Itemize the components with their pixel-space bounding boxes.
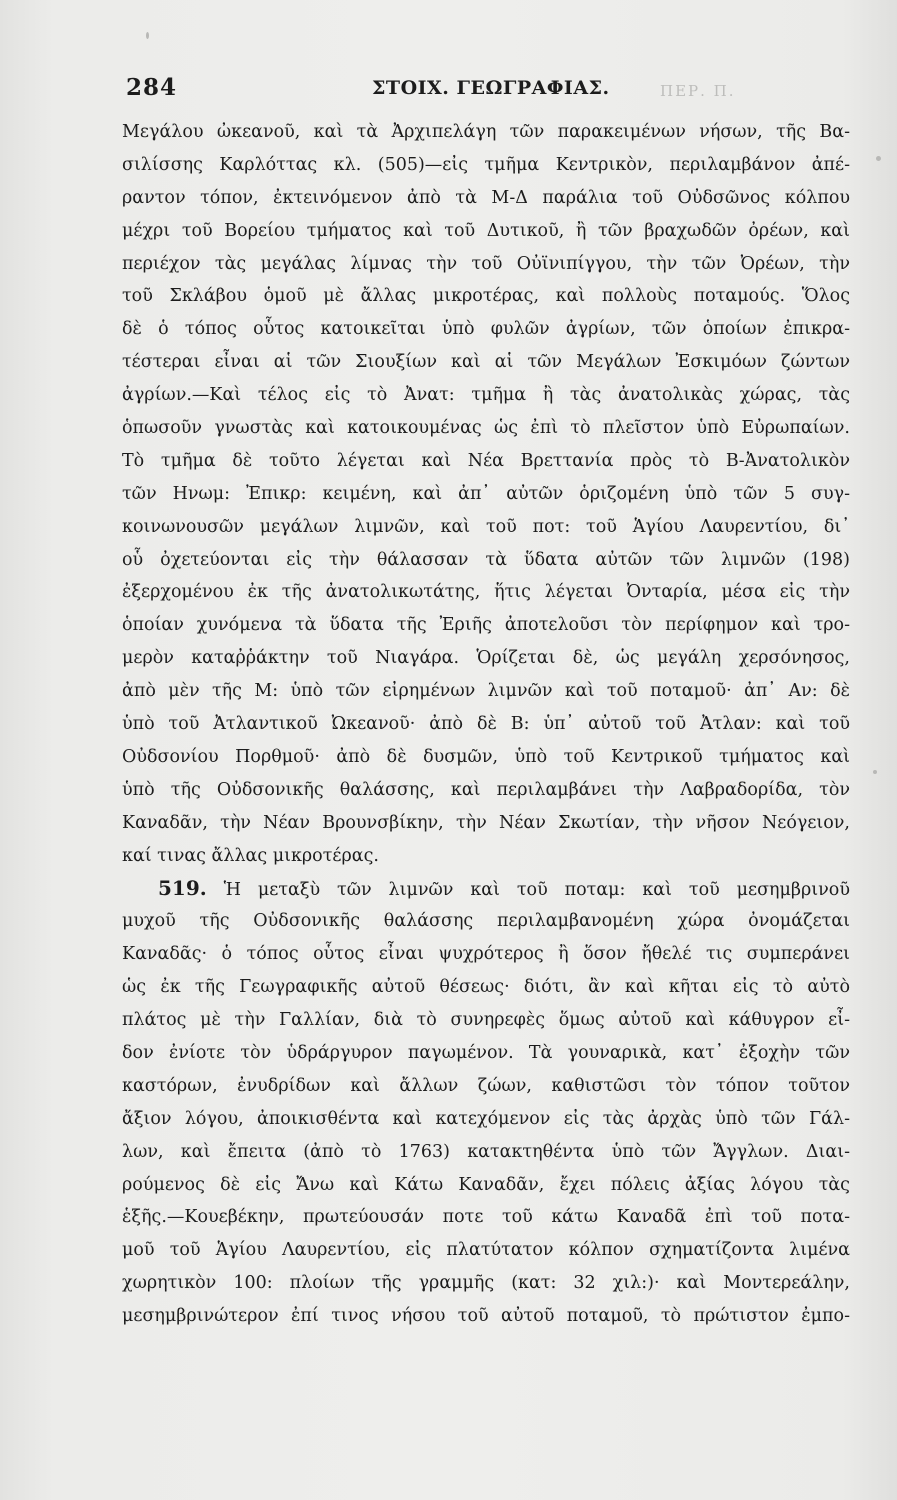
text-line: ἑξῆς.—Κουεβέκην, πρωτεύουσάν ποτε τοῦ κάτω Καναδᾶ ἐπὶ τοῦ ποτα- xyxy=(122,1207,850,1228)
text-line: τῶν Ηνωμ: Ἐπικρ: κειμένη, καὶ ἀπ᾽ αὐτῶν ὁριζομένη ὑπὸ τῶν 5 συγ- xyxy=(122,483,850,504)
text-line: σιλίσσης Καρλόττας κλ. (505)—εἰς τμῆμα Κεντρικὸν, περιλαμβάνον ἀπέ- xyxy=(122,154,850,175)
paper-speck xyxy=(873,770,877,774)
text-line: κοινωνουσῶν μεγάλων λιμνῶν, καὶ τοῦ ποτ: τοῦ Ἁγίου Λαυρεντίου, δι᾽ xyxy=(122,516,850,537)
paper-speck xyxy=(146,32,149,39)
text-line: ἐξερχομένου ἐκ τῆς ἀνατολικωτάτης, ἥτις λέγεται Ὀνταρία, μέσα εἰς τὴν xyxy=(122,582,850,603)
text-line: λων, καὶ ἔπειτα (ἀπὸ τὸ 1763) κατακτηθέντα ὑπὸ τῶν Ἄγγλων. Διαι- xyxy=(122,1141,850,1162)
text-line: τέστεραι εἶναι αἱ τῶν Σιουξίων καὶ αἱ τῶν Μεγάλων Ἐσκιμόων ζώντων xyxy=(122,352,850,373)
running-title: ΣΤΟΙΧ. ΓΕΩΓΡΑΦΙΑΣ. xyxy=(372,77,610,99)
text-line: ἀγρίων.—Καὶ τέλος εἰς τὸ Ἀνατ: τμῆμα ἢ τὰς ἀνατολικὰς χώρας, τὰς xyxy=(122,385,850,406)
text-line: ἀπὸ μὲν τῆς Μ: ὑπὸ τῶν εἰρημένων λιμνῶν καὶ τοῦ ποταμοῦ· ἀπ᾽ Αν: δὲ xyxy=(122,681,850,702)
text-line: δον ἐνίοτε τὸν ὑδράργυρον παγωμένον. Τὰ γουναρικὰ, κατ᾽ ἐξοχὴν τῶν xyxy=(122,1042,850,1063)
text-line: μοῦ τοῦ Ἁγίου Λαυρεντίου, εἰς πλατύτατον κόλπον σχηματίζοντα λιμένα xyxy=(122,1240,850,1261)
text-line: Τὸ τμῆμα δὲ τοῦτο λέγεται καὶ Νέα Βρεττανία πρὸς τὸ Β-Ἀνατολικὸν xyxy=(122,450,850,471)
paper-speck xyxy=(876,156,881,161)
text-line: μέχρι τοῦ Βορείου τμήματος καὶ τοῦ Δυτικοῦ, ἢ τῶν βραχωδῶν ὀρέων, καὶ xyxy=(122,220,850,241)
text-line: ὁπωσοῦν γνωστὰς καὶ κατοικουμένας ὡς ἐπὶ τὸ πλεῖστον ὑπὸ Εὐρωπαίων. xyxy=(122,418,850,439)
text-line: Καναδᾶν, τὴν Νέαν Βρουνσβίκην, τὴν Νέαν Σκωτίαν, τὴν νῆσον Νεόγειον, xyxy=(122,812,850,833)
text-line: ραντον τόπον, ἐκτεινόμενον ἀπὸ τὰ Μ-Δ παράλια τοῦ Οὐδσῶνος κόλπου xyxy=(122,187,850,208)
text-line: δὲ ὁ τόπος οὗτος κατοικεῖται ὑπὸ φυλῶν ἀγρίων, τῶν ὁποίων ἐπικρα- xyxy=(122,319,850,340)
section-519-first-line xyxy=(122,872,850,905)
text-line: ἄξιον λόγου, ἀποικισθέντα καὶ κατεχόμενον εἰς τὰς ἀρχὰς ὑπὸ τῶν Γάλ- xyxy=(122,1108,850,1129)
text-line: καστόρων, ἐνυδρίδων καὶ ἄλλων ζώων, καθιστῶσι τὸν τόπον τοῦτον xyxy=(122,1075,850,1096)
text-line: μεσημβρινώτερον ἐπί τινος νήσου τοῦ αὐτοῦ ποταμοῦ, τὸ πρώτιστον ἐμπο- xyxy=(122,1306,850,1327)
text-line: τοῦ Σκλάβου ὁμοῦ μὲ ἄλλας μικροτέρας, καὶ πολλοὺς ποταμούς. Ὅλος xyxy=(122,286,850,307)
text-line: ρούμενος δὲ εἰς Ἄνω καὶ Κάτω Καναδᾶν, ἔχει πόλεις ἀξίας λόγου τὰς xyxy=(122,1174,850,1195)
text-line: πλάτος μὲ τὴν Γαλλίαν, διὰ τὸ συνηρεφὲς ὅμως αὐτοῦ καὶ κάθυγρον εἶ- xyxy=(122,1010,850,1031)
running-header xyxy=(126,74,848,104)
text-line: ὁποίαν χυνόμενα τὰ ὕδατα τῆς Ἐριῆς ἀποτελοῦσι τὸν περίφημον καὶ τρο- xyxy=(122,615,850,636)
text-line: ὑπὸ τοῦ Ἀτλαντικοῦ Ὠκεανοῦ· ἀπὸ δὲ Β: ὑπ᾽ αὐτοῦ τοῦ Ἀτλαν: καὶ τοῦ xyxy=(122,714,850,735)
text-line: περιέχον τὰς μεγάλας λίμνας τὴν τοῦ Οὐϊνιπίγγου, τὴν τῶν Ὀρέων, τὴν xyxy=(122,253,850,274)
text-line: Καναδᾶς· ὁ τόπος οὗτος εἶναι ψυχρότερος ἢ ὅσον ἤθελέ τις συμπεράνει xyxy=(122,944,850,965)
section-number: 519. xyxy=(158,876,207,901)
text-line: Οὐδσονίου Πορθμοῦ· ἀπὸ δὲ δυσμῶν, ὑπὸ τοῦ Κεντρικοῦ τμήματος καὶ xyxy=(122,746,850,767)
text-line: μερὸν καταῤῥάκτην τοῦ Νιαγάρα. Ὁρίζεται δὲ, ὡς μεγάλη χερσόνησος, xyxy=(122,648,850,669)
text-line: ὡς ἐκ τῆς Γεωγραφικῆς αὐτοῦ θέσεως· διότι, ἂν καὶ κῆται εἰς τὸ αὐτὸ xyxy=(122,977,850,998)
text-line-content: Ἡ μεταξὺ τῶν λιμνῶν καὶ τοῦ ποταμ: καὶ τοῦ μεσημβρινοῦ xyxy=(223,880,850,901)
text-line: οὗ ὀχετεύονται εἰς τὴν θάλασσαν τὰ ὕδατα αὐτῶν τῶν λιμνῶν (198) xyxy=(122,549,850,570)
page-number: 284 xyxy=(126,74,178,101)
text-line: ὑπὸ τῆς Οὐδσονικῆς θαλάσσης, καὶ περιλαμβάνει τὴν Λαβραδορίδα, τὸν xyxy=(122,779,850,800)
bleed-through-text: ΠΕΡ. Π. xyxy=(660,82,736,100)
text-line: χωρητικὸν 100: πλοίων τῆς γραμμῆς (κατ: 32 χιλ:)· καὶ Μοντερεάλην, xyxy=(122,1273,850,1294)
text-line: μυχοῦ τῆς Οὐδσονικῆς θαλάσσης περιλαμβανομένη χώρα ὀνομάζεται xyxy=(122,911,850,932)
text-line: Μεγάλου ὠκεανοῦ, καὶ τὰ Ἀρχιπελάγη τῶν παρακειμένων νήσων, τῆς Βα- xyxy=(122,122,850,142)
text-line: καί τινας ἄλλας μικροτέρας. xyxy=(122,845,379,866)
body-text xyxy=(122,116,850,1333)
